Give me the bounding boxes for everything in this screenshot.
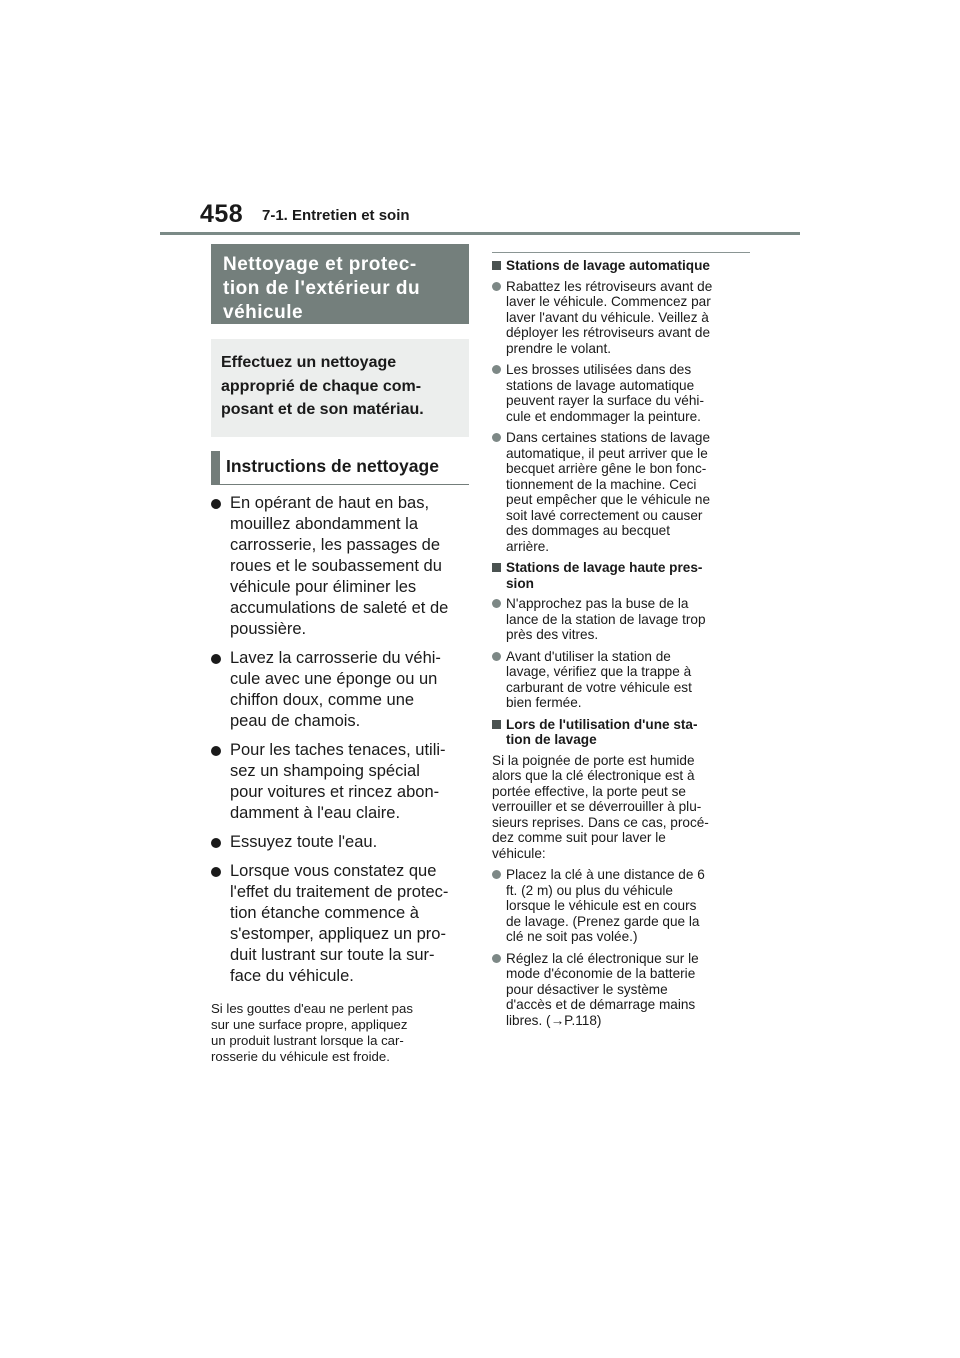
circle-bullet-icon <box>492 282 501 291</box>
heading-using-car-wash <box>492 717 752 748</box>
list-item <box>492 649 752 711</box>
info-paragraph <box>492 753 752 862</box>
main-heading-line: tion de l'extérieur du <box>223 278 421 299</box>
text-line: Si les gouttes d'eau ne perlent pas <box>211 1001 413 1016</box>
text-line: cule avec une éponge ou un <box>230 670 438 688</box>
bullet-item <box>211 740 469 824</box>
text-line: Pour les taches tenaces, utili- <box>230 741 446 759</box>
left-column <box>211 244 469 1065</box>
text-line: Avant d'utiliser la station de <box>506 648 671 664</box>
text-line: l'effet du traitement de protec- <box>230 883 449 901</box>
text-line: pour désactiver le système <box>506 981 668 997</box>
bullet-dot-icon <box>211 867 221 877</box>
text-line: Lors de l'utilisation d'une sta- <box>506 716 698 732</box>
text-line: roues et le soubassement du <box>230 557 442 575</box>
text-line: laver le véhicule. Commencez par <box>506 294 711 309</box>
square-bullet-icon <box>492 563 501 572</box>
note-paragraph <box>211 1001 469 1065</box>
text-line: peuvent rayer la surface du véhi- <box>506 393 704 408</box>
text-line: clé ne soit pas volée.) <box>506 929 638 944</box>
text-line: verrouiller et se déverrouiller à plu- <box>492 799 702 814</box>
right-column <box>492 252 752 1034</box>
text-line: Placez la clé à une distance de 6 <box>506 867 705 882</box>
text-line: accumulations de saleté et de <box>230 599 449 617</box>
square-bullet-icon <box>492 261 501 270</box>
text-line: tion étanche commence à <box>230 904 419 922</box>
cleaning-bullet-list <box>211 493 469 987</box>
text-line: de lavage. (Prenez garde que la <box>506 913 700 929</box>
page-number: 458 <box>200 200 244 228</box>
main-heading-line: véhicule <box>223 302 304 323</box>
text-line: sion <box>506 575 534 591</box>
text-line: déployer les rétroviseurs avant de <box>506 325 711 340</box>
text-line: carrosserie, les passages de <box>230 536 441 554</box>
circle-bullet-icon <box>492 954 501 963</box>
text-line: sez un shampoing spécial <box>230 762 420 780</box>
bullet-dot-icon <box>211 746 221 756</box>
intro-line: posant et de son matériau. <box>221 401 424 418</box>
text-line: véhicule: <box>492 845 546 861</box>
text-line: cule et endommager la peinture. <box>506 408 701 424</box>
list-item <box>492 951 752 1029</box>
bullet-item <box>211 493 469 640</box>
text-line: mouillez abondamment la <box>230 515 419 533</box>
text-line: Lorsque vous constatez que <box>230 862 437 880</box>
text-line: rosserie du véhicule est froide. <box>211 1049 390 1064</box>
text-line: lavage, vérifiez que la trappe à <box>506 664 692 679</box>
text-line: près des vitres. <box>506 627 599 642</box>
section-title: 7-1. Entretien et soin <box>262 207 410 224</box>
text-line: laver l'avant du véhicule. Veillez à <box>506 309 709 325</box>
column-rule <box>492 252 750 253</box>
text-line: En opérant de haut en bas, <box>230 494 430 512</box>
text-line: libres. (→P.118) <box>506 1012 602 1028</box>
circle-bullet-icon <box>492 365 501 374</box>
text-line: arrière. <box>506 538 550 554</box>
text-line: tionnement de la machine. Ceci <box>506 476 697 492</box>
text-line: lance de la station de lavage trop <box>506 611 706 627</box>
main-heading <box>211 244 469 324</box>
text-line: s'estomper, appliquez un pro- <box>230 925 446 943</box>
square-bullet-icon <box>492 720 501 729</box>
bullet-item <box>211 648 469 732</box>
text-line: becquet arrière gêne le bon fonc- <box>506 461 707 476</box>
text-line: dez comme suit pour laver le <box>492 830 666 845</box>
text-line: carburant de votre véhicule est <box>506 679 692 695</box>
header-rule <box>160 232 800 235</box>
text-line: Rabattez les rétroviseurs avant de <box>506 278 713 294</box>
circle-bullet-icon <box>492 599 501 608</box>
bullet-item <box>211 861 469 987</box>
text-line: pour voitures et rincez abon- <box>230 783 440 801</box>
text-line: N'approchez pas la buse de la <box>506 596 689 611</box>
text-line: tion de lavage <box>506 732 597 747</box>
intro-box <box>211 339 469 437</box>
text-line: Essuyez toute l'eau. <box>230 833 378 851</box>
subheading-cleaning-instructions: Instructions de nettoyage <box>211 451 469 485</box>
text-line: Lavez la carrosserie du véhi- <box>230 649 441 667</box>
text-line: prendre le volant. <box>506 340 612 356</box>
text-line: bien fermée. <box>506 695 582 710</box>
intro-line: Effectuez un nettoyage <box>221 354 397 371</box>
bullet-item <box>211 832 469 853</box>
text-line: sur une surface propre, appliquez <box>211 1017 408 1032</box>
text-line: portée effective, la porte peut se <box>492 783 686 799</box>
heading-high-pressure-wash <box>492 560 752 591</box>
list-item <box>492 430 752 554</box>
intro-line: approprié de chaque com- <box>221 377 422 395</box>
list-item <box>492 362 752 424</box>
text-line: d'accès et de démarrage mains <box>506 997 696 1012</box>
text-line: véhicule pour éliminer les <box>230 578 417 596</box>
text-line: lorsque le véhicule est en cours <box>506 898 697 913</box>
list-item <box>492 596 752 643</box>
list-item <box>492 867 752 945</box>
bullet-dot-icon <box>211 838 221 848</box>
text-line: un produit lustrant lorsque la car- <box>211 1033 404 1048</box>
text-line: soit lavé correctement ou causer <box>506 507 703 523</box>
text-line: Si la poignée de porte est humide <box>492 752 695 768</box>
text-line: automatique, il peut arriver que le <box>506 445 708 461</box>
bullet-dot-icon <box>211 654 221 664</box>
text-line: Réglez la clé électronique sur le <box>506 950 699 966</box>
text-line: Stations de lavage automatique <box>506 258 710 273</box>
text-line: sieurs reprises. Dans ce cas, procé- <box>492 814 709 830</box>
text-line: des dommages au becquet <box>506 523 670 538</box>
text-line: alors que la clé électronique est à <box>492 768 695 783</box>
circle-bullet-icon <box>492 433 501 442</box>
text-line: duit lustrant sur toute la sur- <box>230 946 435 964</box>
text-line: peau de chamois. <box>230 712 361 730</box>
bullet-dot-icon <box>211 499 221 509</box>
circle-bullet-icon <box>492 652 501 661</box>
text-line: stations de lavage automatique <box>506 377 695 393</box>
list-item <box>492 279 752 357</box>
text-line: chiffon doux, comme une <box>230 691 415 709</box>
text-line: Les brosses utilisées dans des <box>506 362 692 377</box>
circle-bullet-icon <box>492 870 501 879</box>
text-line: damment à l'eau claire. <box>230 804 401 822</box>
text-line: poussière. <box>230 620 307 638</box>
text-line: face du véhicule. <box>230 967 354 985</box>
text-line: mode d'économie de la batterie <box>506 966 696 981</box>
text-line: peut empêcher que le véhicule ne <box>506 492 711 507</box>
text-line: Stations de lavage haute pres- <box>506 560 703 575</box>
main-heading-line: Nettoyage et protec- <box>223 254 417 275</box>
text-line: ft. (2 m) ou plus du véhicule <box>506 882 673 898</box>
text-line: Dans certaines stations de lavage <box>506 430 711 445</box>
heading-automatic-car-wash <box>492 258 752 274</box>
